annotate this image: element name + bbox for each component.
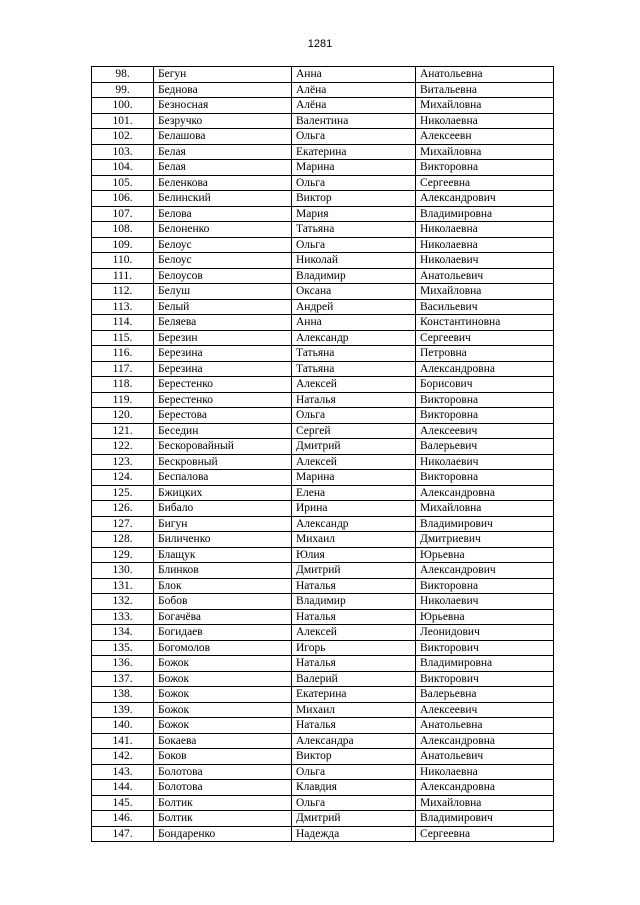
patronymic-cell: Николаевна [416,113,554,129]
surname-cell: Бегун [154,67,292,83]
table-row [92,144,554,160]
table-row [92,253,554,269]
table-row [92,640,554,656]
patronymic-cell: Сергеевна [416,175,554,191]
table-row [92,98,554,114]
surname-cell: Белова [154,206,292,222]
surname-cell: Бокаева [154,733,292,749]
surname-cell: Белоус [154,253,292,269]
given-name-cell: Алёна [292,98,416,114]
surname-cell: Берестенко [154,377,292,393]
row-number-cell: 144. [92,780,154,796]
given-name-cell: Дмитрий [292,811,416,827]
table-row [92,454,554,470]
patronymic-cell: Николаевич [416,594,554,610]
patronymic-cell: Валерьевич [416,439,554,455]
row-number-cell: 108. [92,222,154,238]
page-number: 1281 [307,38,333,50]
given-name-cell: Екатерина [292,144,416,160]
row-number-cell: 145. [92,795,154,811]
given-name-cell: Александр [292,516,416,532]
row-number-cell: 117. [92,361,154,377]
row-number-cell: 99. [92,82,154,98]
table-row [92,160,554,176]
patronymic-cell: Анатольевна [416,718,554,734]
given-name-cell: Игорь [292,640,416,656]
surname-cell: Белый [154,299,292,315]
given-name-cell: Михаил [292,702,416,718]
given-name-cell: Наталья [292,578,416,594]
surname-cell: Болтик [154,811,292,827]
table-row [92,687,554,703]
given-name-cell: Валентина [292,113,416,129]
surname-cell: Бжицких [154,485,292,501]
surname-cell: Болтик [154,795,292,811]
table-row [92,392,554,408]
patronymic-cell: Анатольевич [416,268,554,284]
table-row [92,516,554,532]
table-row [92,656,554,672]
given-name-cell: Александр [292,330,416,346]
surname-cell: Беленкова [154,175,292,191]
patronymic-cell: Сергеевич [416,330,554,346]
surname-cell: Березин [154,330,292,346]
row-number-cell: 136. [92,656,154,672]
given-name-cell: Татьяна [292,346,416,362]
given-name-cell: Николай [292,253,416,269]
given-name-cell: Наталья [292,718,416,734]
given-name-cell: Ирина [292,501,416,517]
given-name-cell: Оксана [292,284,416,300]
patronymic-cell: Викторовна [416,408,554,424]
table-row [92,764,554,780]
given-name-cell: Елена [292,485,416,501]
row-number-cell: 147. [92,826,154,842]
table-row [92,330,554,346]
patronymic-cell: Леонидович [416,625,554,641]
patronymic-cell: Александрович [416,191,554,207]
table-row [92,625,554,641]
surname-cell: Березина [154,346,292,362]
table-row [92,702,554,718]
row-number-cell: 115. [92,330,154,346]
table-row [92,82,554,98]
patronymic-cell: Алексеевн [416,129,554,145]
row-number-cell: 106. [92,191,154,207]
table-row [92,67,554,83]
table-row [92,501,554,517]
row-number-cell: 126. [92,501,154,517]
given-name-cell: Владимир [292,268,416,284]
table-row [92,671,554,687]
row-number-cell: 123. [92,454,154,470]
patronymic-cell: Юрьевна [416,609,554,625]
surname-cell: Богидаев [154,625,292,641]
given-name-cell: Ольга [292,408,416,424]
surname-cell: Богачёва [154,609,292,625]
patronymic-cell: Михайловна [416,795,554,811]
patronymic-cell: Николаевна [416,764,554,780]
row-number-cell: 118. [92,377,154,393]
row-number-cell: 105. [92,175,154,191]
given-name-cell: Алёна [292,82,416,98]
given-name-cell: Алексей [292,377,416,393]
surname-cell: Березина [154,361,292,377]
given-name-cell: Клавдия [292,780,416,796]
table-row [92,315,554,331]
table-row [92,749,554,765]
patronymic-cell: Петровна [416,346,554,362]
patronymic-cell: Юрьевна [416,547,554,563]
row-number-cell: 101. [92,113,154,129]
patronymic-cell: Васильевич [416,299,554,315]
surname-cell: Беляева [154,315,292,331]
patronymic-cell: Викторович [416,671,554,687]
patronymic-cell: Владимирович [416,811,554,827]
given-name-cell: Сергей [292,423,416,439]
surname-cell: Блащук [154,547,292,563]
surname-cell: Беседин [154,423,292,439]
patronymic-cell: Михайловна [416,501,554,517]
table-row [92,377,554,393]
table-row [92,547,554,563]
given-name-cell: Владимир [292,594,416,610]
row-number-cell: 104. [92,160,154,176]
given-name-cell: Ольга [292,237,416,253]
surname-cell: Болотова [154,764,292,780]
patronymic-cell: Владимирович [416,516,554,532]
surname-cell: Божок [154,718,292,734]
given-name-cell: Алексей [292,454,416,470]
patronymic-cell: Николаевич [416,454,554,470]
table-row [92,470,554,486]
row-number-cell: 102. [92,129,154,145]
table-row [92,423,554,439]
table-row [92,346,554,362]
given-name-cell: Наталья [292,392,416,408]
patronymic-cell: Николаевна [416,237,554,253]
row-number-cell: 119. [92,392,154,408]
row-number-cell: 116. [92,346,154,362]
patronymic-cell: Викторовна [416,392,554,408]
table-row [92,175,554,191]
surname-cell: Бигун [154,516,292,532]
row-number-cell: 125. [92,485,154,501]
row-number-cell: 109. [92,237,154,253]
patronymic-cell: Константиновна [416,315,554,331]
row-number-cell: 103. [92,144,154,160]
table-row [92,795,554,811]
row-number-cell: 112. [92,284,154,300]
table-row [92,718,554,734]
patronymic-cell: Анатольевич [416,749,554,765]
given-name-cell: Наталья [292,656,416,672]
given-name-cell: Андрей [292,299,416,315]
row-number-cell: 143. [92,764,154,780]
given-name-cell: Юлия [292,547,416,563]
row-number-cell: 140. [92,718,154,734]
table-row [92,594,554,610]
table-row [92,826,554,842]
patronymic-cell: Александровна [416,733,554,749]
given-name-cell: Наталья [292,609,416,625]
table-row [92,299,554,315]
given-name-cell: Татьяна [292,361,416,377]
row-number-cell: 114. [92,315,154,331]
patronymic-cell: Анатольевна [416,67,554,83]
given-name-cell: Виктор [292,749,416,765]
patronymic-cell: Викторовна [416,578,554,594]
row-number-cell: 132. [92,594,154,610]
surname-cell: Белашова [154,129,292,145]
patronymic-cell: Валерьевна [416,687,554,703]
table-row [92,563,554,579]
surname-cell: Божок [154,656,292,672]
table-row [92,237,554,253]
patronymic-cell: Дмитриевич [416,532,554,548]
row-number-cell: 142. [92,749,154,765]
name-table-body [92,67,554,842]
surname-cell: Белая [154,144,292,160]
row-number-cell: 120. [92,408,154,424]
given-name-cell: Валерий [292,671,416,687]
patronymic-cell: Сергеевна [416,826,554,842]
surname-cell: Бибало [154,501,292,517]
table-row [92,733,554,749]
surname-cell: Божок [154,671,292,687]
row-number-cell: 141. [92,733,154,749]
surname-cell: Безручко [154,113,292,129]
row-number-cell: 128. [92,532,154,548]
surname-cell: Берестова [154,408,292,424]
patronymic-cell: Александровна [416,485,554,501]
table-row [92,532,554,548]
given-name-cell: Ольга [292,129,416,145]
table-row [92,222,554,238]
given-name-cell: Александра [292,733,416,749]
patronymic-cell: Алексеевич [416,423,554,439]
given-name-cell: Марина [292,160,416,176]
table-row [92,284,554,300]
surname-cell: Бобов [154,594,292,610]
patronymic-cell: Викторовна [416,470,554,486]
given-name-cell: Марина [292,470,416,486]
patronymic-cell: Викторовна [416,160,554,176]
surname-cell: Берестенко [154,392,292,408]
surname-cell: Беднова [154,82,292,98]
surname-cell: Бескоровайный [154,439,292,455]
row-number-cell: 98. [92,67,154,83]
patronymic-cell: Витальевна [416,82,554,98]
given-name-cell: Виктор [292,191,416,207]
table-row [92,206,554,222]
given-name-cell: Екатерина [292,687,416,703]
surname-cell: Бондаренко [154,826,292,842]
surname-cell: Боков [154,749,292,765]
table-row [92,191,554,207]
row-number-cell: 130. [92,563,154,579]
given-name-cell: Ольга [292,175,416,191]
table-row [92,268,554,284]
surname-cell: Божок [154,702,292,718]
given-name-cell: Мария [292,206,416,222]
row-number-cell: 133. [92,609,154,625]
row-number-cell: 146. [92,811,154,827]
surname-cell: Беспалова [154,470,292,486]
surname-cell: Белоус [154,237,292,253]
given-name-cell: Ольга [292,795,416,811]
row-number-cell: 139. [92,702,154,718]
surname-cell: Белинский [154,191,292,207]
row-number-cell: 138. [92,687,154,703]
patronymic-cell: Николаевич [416,253,554,269]
row-number-cell: 134. [92,625,154,641]
given-name-cell: Михаил [292,532,416,548]
row-number-cell: 111. [92,268,154,284]
patronymic-cell: Алексеевич [416,702,554,718]
given-name-cell: Дмитрий [292,439,416,455]
row-number-cell: 113. [92,299,154,315]
given-name-cell: Дмитрий [292,563,416,579]
table-row [92,578,554,594]
table-row [92,361,554,377]
given-name-cell: Ольга [292,764,416,780]
patronymic-cell: Александрович [416,563,554,579]
table-row [92,811,554,827]
surname-cell: Блок [154,578,292,594]
surname-cell: Богомолов [154,640,292,656]
row-number-cell: 121. [92,423,154,439]
surname-cell: Бескровный [154,454,292,470]
patronymic-cell: Владимировна [416,206,554,222]
given-name-cell: Надежда [292,826,416,842]
row-number-cell: 110. [92,253,154,269]
given-name-cell: Анна [292,315,416,331]
patronymic-cell: Александровна [416,361,554,377]
given-name-cell: Татьяна [292,222,416,238]
name-table [91,66,554,842]
row-number-cell: 100. [92,98,154,114]
patronymic-cell: Борисович [416,377,554,393]
given-name-cell: Алексей [292,625,416,641]
patronymic-cell: Михайловна [416,98,554,114]
row-number-cell: 131. [92,578,154,594]
surname-cell: Болотова [154,780,292,796]
table-row [92,129,554,145]
patronymic-cell: Николаевна [416,222,554,238]
row-number-cell: 122. [92,439,154,455]
table-row [92,780,554,796]
patronymic-cell: Викторович [416,640,554,656]
surname-cell: Безносная [154,98,292,114]
surname-cell: Божок [154,687,292,703]
given-name-cell: Анна [292,67,416,83]
row-number-cell: 135. [92,640,154,656]
patronymic-cell: Александровна [416,780,554,796]
surname-cell: Блинков [154,563,292,579]
surname-cell: Белоненко [154,222,292,238]
table-row [92,408,554,424]
row-number-cell: 137. [92,671,154,687]
patronymic-cell: Михайловна [416,284,554,300]
table-row [92,609,554,625]
table-row [92,439,554,455]
patronymic-cell: Владимировна [416,656,554,672]
patronymic-cell: Михайловна [416,144,554,160]
surname-cell: Белая [154,160,292,176]
surname-cell: Белуш [154,284,292,300]
surname-cell: Биличенко [154,532,292,548]
table-row [92,485,554,501]
table-row [92,113,554,129]
surname-cell: Белоусов [154,268,292,284]
row-number-cell: 129. [92,547,154,563]
row-number-cell: 107. [92,206,154,222]
row-number-cell: 124. [92,470,154,486]
row-number-cell: 127. [92,516,154,532]
